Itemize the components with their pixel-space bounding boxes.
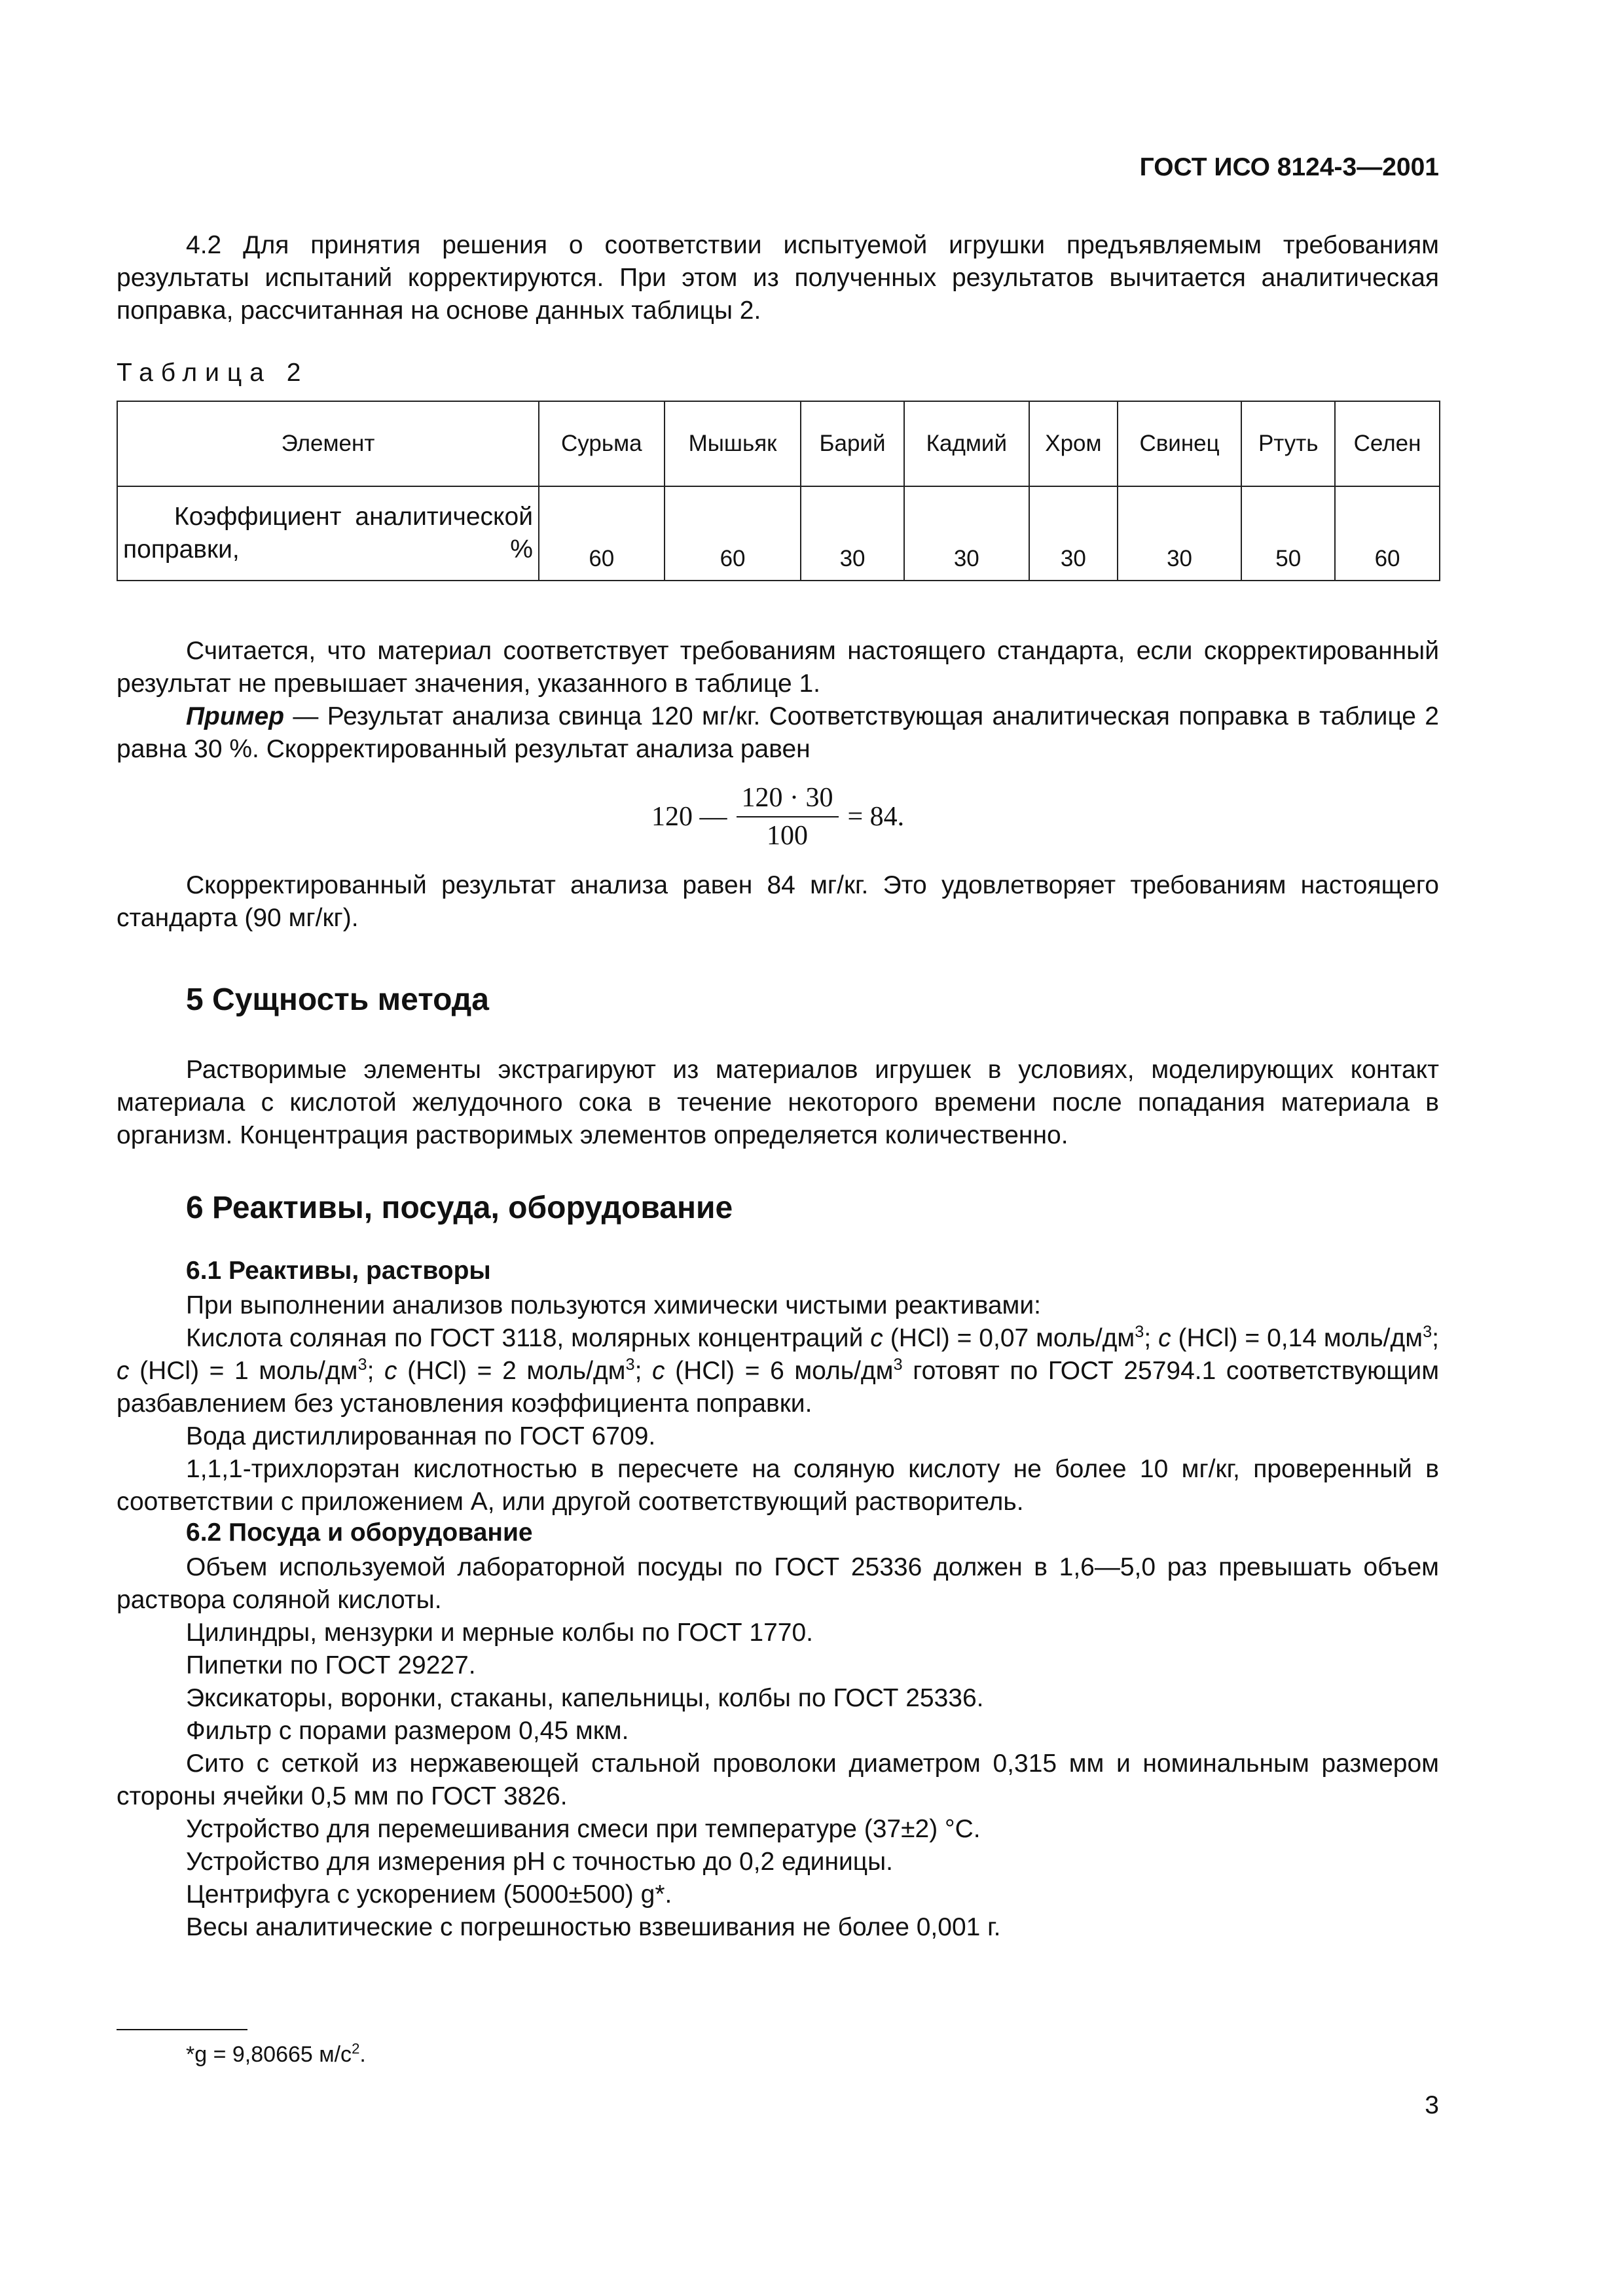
paragraph-result: Скорректированный результат анализа равен 84 мг/кг. Это удовлетворяет требованиям настоящего стандарта (90 мг/кг). xyxy=(117,871,1439,932)
table-value-cell: 50 xyxy=(1241,486,1335,581)
formula-fraction xyxy=(737,782,839,852)
equipment-item: Эксикаторы, воронки, стаканы, капельницы, колбы по ГОСТ 25336. xyxy=(186,1684,984,1712)
footnote-exp: 2 xyxy=(352,2040,360,2057)
table-value-cell: 30 xyxy=(801,486,903,581)
table-value-row xyxy=(117,486,1440,581)
table-head-label: Элемент xyxy=(117,401,539,486)
table-element-cell: Селен xyxy=(1335,401,1440,486)
table-row-label-text: Коэффициент аналитической поправки, % xyxy=(123,503,533,564)
table-value-cell: 60 xyxy=(1335,486,1440,581)
acid-sep: ; xyxy=(1432,1324,1440,1352)
table-element-cell: Свинец xyxy=(1118,401,1242,486)
table-caption: Таблица 2 xyxy=(117,359,309,387)
table-row-label xyxy=(117,486,539,581)
equipment-item: Устройство для перемешивания смеси при температуре (37±2) °С. xyxy=(186,1815,981,1843)
table-value-cell: 30 xyxy=(904,486,1029,581)
acid-exp: 3 xyxy=(357,1355,367,1374)
table-element-cell: Сурьма xyxy=(539,401,665,486)
table-element-cell: Барий xyxy=(801,401,903,486)
formula-left: 120 — xyxy=(651,802,727,832)
acid-c: c xyxy=(870,1324,883,1352)
paragraph-example xyxy=(117,700,1439,766)
paragraph-reagents: При выполнении анализов пользуются химически чистыми реактивами: xyxy=(186,1291,1041,1319)
table-value-cell: 60 xyxy=(539,486,665,581)
acid-c: c xyxy=(384,1357,397,1385)
equipment-item: Сито с сеткой из нержавеющей стальной проволоки диаметром 0,315 мм и номинальным размером стороны ячейки 0,5 мм по ГОСТ 3826. xyxy=(117,1749,1439,1810)
equipment-item: Центрифуга с ускорением (5000±500) g*. xyxy=(186,1880,672,1909)
formula xyxy=(651,782,904,852)
acid-value: 1 моль/дм xyxy=(234,1357,358,1385)
example-label: Пример xyxy=(186,702,285,730)
acid-tail: готовят по ГОСТ 25794.1 соответствующим разбавлением без установления коэффициента поправки. xyxy=(117,1357,1440,1418)
acid-sep: ; xyxy=(634,1357,653,1385)
acid-hcl: (HCl) = xyxy=(665,1357,771,1385)
acid-hcl: (HCl) = xyxy=(883,1324,979,1352)
table-2 xyxy=(117,401,1440,581)
formula-right: = 84. xyxy=(847,802,905,832)
equipment-item: Фильтр с порами размером 0,45 мкм. xyxy=(186,1717,629,1745)
acid-hcl: (HCl) = xyxy=(397,1357,503,1385)
table-header-row xyxy=(117,401,1440,486)
acid-sep: ; xyxy=(1144,1324,1159,1352)
acid-c: c xyxy=(652,1357,665,1385)
footnote-text: *g = 9,80665 м/с xyxy=(186,2042,352,2067)
acid-hcl: (HCl) = xyxy=(1171,1324,1267,1352)
footnote-end: . xyxy=(359,2042,366,2067)
paragraph-acid xyxy=(117,1322,1439,1420)
table-value-cell: 30 xyxy=(1118,486,1242,581)
table-element-cell: Хром xyxy=(1029,401,1118,486)
section-5-title: 5 Сущность метода xyxy=(186,982,489,1017)
footnote-divider xyxy=(117,2029,247,2030)
document-header: ГОСТ ИСО 8124-3—2001 xyxy=(1139,153,1439,181)
equipment-item: Пипетки по ГОСТ 29227. xyxy=(186,1651,476,1679)
table-element-cell: Ртуть xyxy=(1241,401,1335,486)
subsection-6-2-title: 6.2 Посуда и оборудование xyxy=(186,1518,533,1547)
acid-c: c xyxy=(1158,1324,1171,1352)
acid-value: 2 моль/дм xyxy=(502,1357,626,1385)
paragraph-5: Растворимые элементы экстрагируют из материалов игрушек в условиях, моделирующих контакт материала с кислотой желудочного сока в течение некоторого времени после попадания материала в организм. Концентрация растворимых элементов определяется количественно. xyxy=(117,1056,1439,1149)
equipment-item: Объем используемой лабораторной посуды по ГОСТ 25336 должен в 1,6—5,0 раз превышать объем раствора соляной кислоты. xyxy=(117,1553,1439,1614)
table-value-cell: 60 xyxy=(665,486,801,581)
equipment-item: Цилиндры, мензурки и мерные колбы по ГОСТ 1770. xyxy=(186,1619,814,1647)
subsection-6-1-title: 6.1 Реактивы, растворы xyxy=(186,1257,491,1285)
paragraph-trichlorethane: 1,1,1-трихлорэтан кислотностью в пересчете на соляную кислоту не более 10 мг/кг, проверенный в соответствии с приложением А, или другой соответствующий растворитель. xyxy=(117,1455,1439,1516)
paragraph-4-2: 4.2 Для принятия решения о соответствии испытуемой игрушки предъявляемым требованиям результаты испытаний корректируются. При этом из полученных результатов вычитается аналитическая поправка, рассчитанная на основе данных таблицы 2. xyxy=(117,231,1439,325)
acid-value: 0,14 моль/дм xyxy=(1267,1324,1423,1352)
table-value-cell: 30 xyxy=(1029,486,1118,581)
acid-sep: ; xyxy=(367,1357,385,1385)
acid-exp: 3 xyxy=(1423,1323,1432,1341)
equipment-item: Устройство для измерения pH с точностью до 0,2 единицы. xyxy=(186,1848,893,1876)
acid-exp: 3 xyxy=(625,1355,635,1374)
example-text: — Результат анализа свинца 120 мг/кг. Соответствующая аналитическая поправка в таблице 2 равна 30 %. Скорректированный результат анализа равен xyxy=(117,702,1439,763)
table-element-cell: Кадмий xyxy=(904,401,1029,486)
acid-value: 0,07 моль/дм xyxy=(979,1324,1135,1352)
paragraph-water: Вода дистиллированная по ГОСТ 6709. xyxy=(186,1422,656,1450)
formula-numerator: 120 · 30 xyxy=(737,782,839,817)
equipment-item: Весы аналитические с погрешностью взвешивания не более 0,001 г. xyxy=(186,1913,1001,1941)
page-number: 3 xyxy=(1425,2091,1439,2119)
acid-value: 6 моль/дм xyxy=(770,1357,894,1385)
formula-denominator: 100 xyxy=(767,821,808,851)
table-element-cell: Мышьяк xyxy=(665,401,801,486)
acid-c: c xyxy=(117,1357,130,1385)
footnote xyxy=(186,2042,366,2068)
acid-hcl: (HCl) = xyxy=(129,1357,235,1385)
acid-text: Кислота соляная по ГОСТ 3118, молярных концентраций xyxy=(186,1324,871,1352)
section-6-title: 6 Реактивы, посуда, оборудование xyxy=(186,1191,733,1225)
paragraph-conformity: Считается, что материал соответствует требованиям настоящего стандарта, если скорректированный результат не превышает значения, указанного в таблице 1. xyxy=(117,637,1439,698)
acid-exp: 3 xyxy=(893,1355,903,1374)
acid-exp: 3 xyxy=(1135,1323,1144,1341)
